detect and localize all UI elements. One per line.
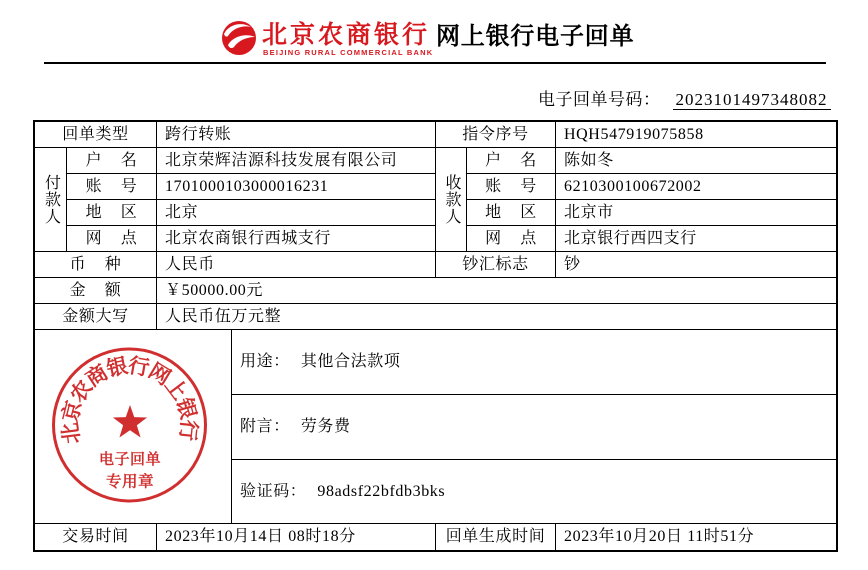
payer-account-label: 账 号 — [67, 174, 157, 200]
purpose-label: 用途： — [240, 353, 290, 370]
payer-side-label — [35, 148, 67, 252]
bank-name-cn: 北京农商银行 — [262, 21, 431, 49]
receipt-type-value: 跨行转账 — [157, 122, 436, 148]
payee-side-label — [436, 148, 467, 252]
seal-cell — [35, 330, 232, 524]
page-title: 网上银行电子回单 — [436, 23, 635, 50]
seal-ring-text-path: 北京农商银行网上银行 — [56, 351, 203, 446]
verification-code-row — [232, 460, 836, 524]
amount-in-words-value: 人民币伍万元整 — [157, 304, 836, 330]
remark-row — [232, 395, 836, 460]
receipt-number — [538, 90, 831, 110]
payer-name-value: 北京荣辉洁源科技发展有限公司 — [157, 148, 436, 174]
transaction-time-value: 2023年10月14日 08时18分 — [157, 524, 436, 550]
payer-name-label: 户 名 — [67, 148, 157, 174]
seal-ring-text — [56, 352, 203, 446]
bank-name-en: BEIJING RURAL COMMERCIAL BANK — [263, 48, 434, 57]
brcb-logo-icon — [219, 19, 259, 57]
payee-branch-value: 北京银行西四支行 — [556, 226, 836, 252]
payer-account-value: 1701000103000016231 — [157, 174, 436, 200]
receipt-number-label: 电子回单号码： — [538, 90, 661, 109]
instruction-no-value: HQH547919075858 — [556, 122, 836, 148]
verification-code-value: 98adsf22bfdb3bks — [317, 482, 446, 500]
payer-region-value: 北京 — [157, 200, 436, 226]
receipt-number-value: 2023101497348082 — [673, 90, 831, 110]
payer-region-label: 地 区 — [67, 200, 157, 226]
seal-line1: 电子回单 — [98, 450, 162, 468]
amount-label: 金 额 — [35, 278, 157, 304]
cash-remit-flag-label: 钞汇标志 — [436, 252, 556, 278]
purpose-row — [232, 330, 836, 395]
currency-value: 人民币 — [157, 252, 436, 278]
remark-label: 附言： — [240, 418, 290, 435]
cash-remit-flag-value: 钞 — [556, 252, 836, 278]
payer-branch-label: 网 点 — [67, 226, 157, 252]
remark-value: 劳务费 — [300, 418, 351, 435]
transaction-time-label: 交易时间 — [35, 524, 157, 550]
payee-account-label: 账 号 — [467, 174, 556, 200]
generated-time-label: 回单生成时间 — [436, 524, 556, 550]
payee-region-value: 北京市 — [556, 200, 836, 226]
purpose-value: 其他合法款项 — [300, 353, 401, 370]
seal-line2: 专用章 — [105, 471, 155, 491]
receipt-type-label: 回单类型 — [35, 122, 157, 148]
payee-side-label-text: 收款人 — [443, 174, 460, 225]
header-divider — [44, 62, 826, 64]
currency-label: 币 种 — [35, 252, 157, 278]
star-icon — [113, 405, 147, 438]
payee-name-value: 陈如冬 — [556, 148, 836, 174]
instruction-no-label: 指令序号 — [436, 122, 556, 148]
amount-in-words-label: 金额大写 — [35, 304, 157, 330]
receipt-table — [33, 120, 838, 552]
seal-stamp — [35, 330, 231, 523]
payee-region-label: 地 区 — [467, 200, 556, 226]
payee-branch-label: 网 点 — [467, 226, 556, 252]
payee-name-label: 户 名 — [467, 148, 556, 174]
amount-value: ￥50000.00元 — [157, 278, 836, 304]
generated-time-value: 2023年10月20日 11时51分 — [564, 528, 755, 545]
payer-branch-value: 北京农商银行西城支行 — [157, 226, 436, 252]
payer-side-label-text: 付款人 — [42, 174, 60, 225]
payee-account-value: 6210300100672002 — [556, 174, 836, 200]
verification-code-label: 验证码： — [240, 482, 307, 500]
